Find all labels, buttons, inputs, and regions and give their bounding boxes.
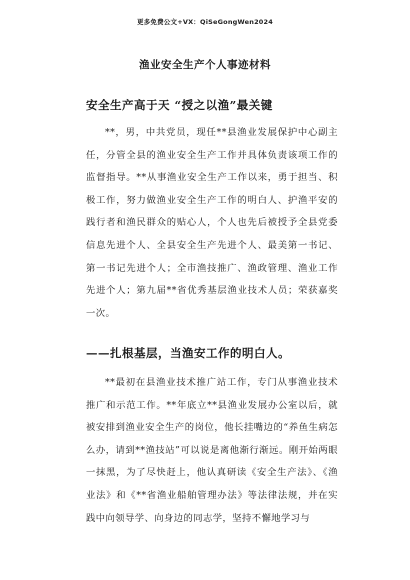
- section-paragraph-1: **，男，中共党员，现任**县渔业发展保护中心副主任，分管全县的渔业安全生产工作并具体负责该项工作的监督指导。**从事渔业安全生产工作以来，勇于担当、积极工作，努力做渔业安全生产工作的明白人、护渔平安的践行者和渔民群众的贴心人，个人也先后被授予全县党委信息先进个人、全县安全生产先进个人、最美第一书记、第一书记先进个人；全市渔技推广、渔政管理、渔业工作先进个人；第九届**省优秀基层渔业技术人员；荣获嘉奖一次。: [86, 127, 338, 319]
- document-title: 渔业安全生产个人事迹材料: [139, 59, 271, 71]
- header-note: 更多免费公文+VX：QiSeGongWen2024: [137, 18, 273, 26]
- section-heading-1: 安全生产高于天 “授之以渔”最关键: [86, 98, 273, 112]
- section-paragraph-2: **最初在县渔业技术推广站工作，专门从事渔业技术推广和示范工作。**年底立**县渔业发展办公室以后，就被安排到渔业安全生产的岗位，他长挂嘴边的“养鱼生病怎么办，请到**渔技站”可以说是离他渐行渐远。刚开始两眼一抹黑，为了尽快赶上，他认真研读《安全生产法》、《渔业法》和《**省渔业船舶管理办法》等法律法规，并在实践中向领导学、向身边的同志学，坚持不懈地学习与: [86, 377, 338, 524]
- section-heading-2: ——扎根基层，当渔安工作的明白人。: [86, 346, 290, 360]
